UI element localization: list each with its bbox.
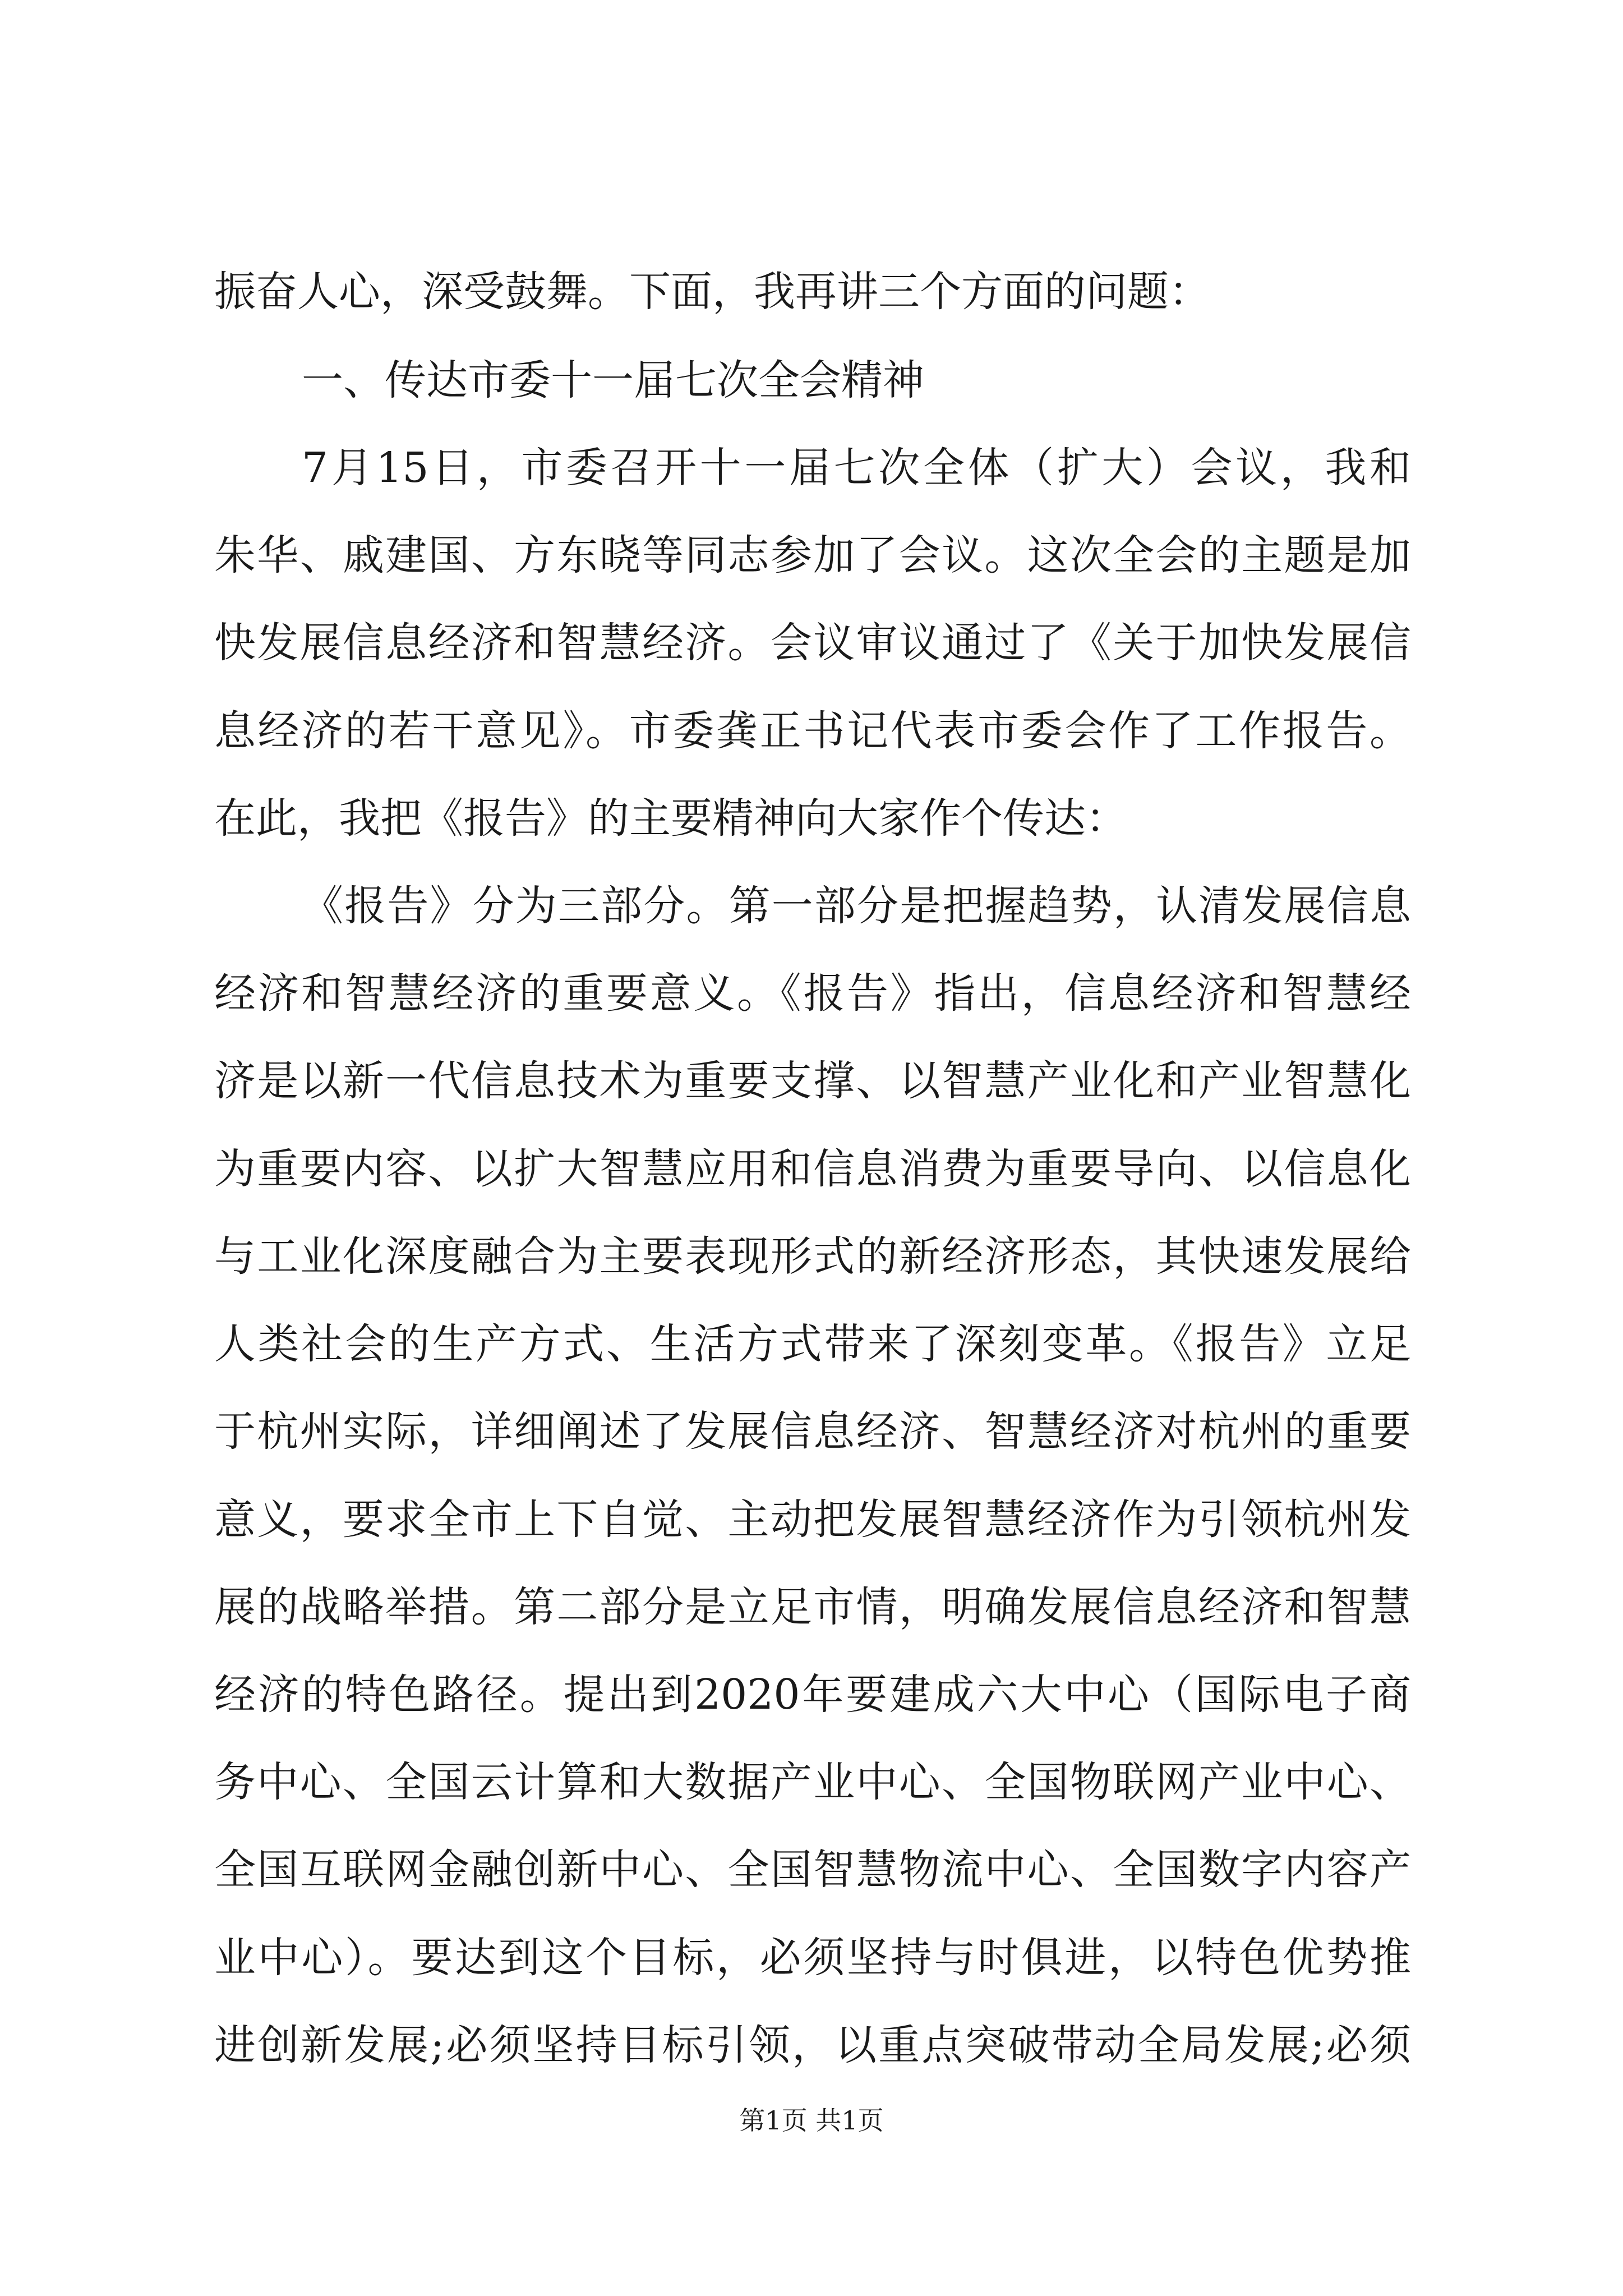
section-heading: 一、传达市委十一届七次全会精神 — [302, 356, 924, 404]
body-text-line: 济是以新一代信息技术为重要支撑、以智慧产业化和产业智慧化 — [214, 1057, 1411, 1105]
body-text-line: 进创新发展;必须坚持目标引领，以重点突破带动全局发展;必须 — [214, 2021, 1411, 2069]
body-text-line: 为重要内容、以扩大智慧应用和信息消费为重要导向、以信息化 — [214, 1145, 1411, 1193]
body-text-line: 在此，我把《报告》的主要精神向大家作个传达： — [214, 794, 1127, 843]
body-text-line: 7月15日，市委召开十一届七次全体（扩大）会议，我和 — [302, 444, 1411, 492]
body-text-line: 与工业化深度融合为主要表现形式的新经济形态，其快速发展给 — [214, 1232, 1411, 1281]
body-text-line: 振奋人心，深受鼓舞。下面，我再讲三个方面的问题： — [214, 268, 1210, 316]
body-text-line: 展的战略举措。第二部分是立足市情，明确发展信息经济和智慧 — [214, 1583, 1411, 1631]
body-text-line: 业中心）。要达到这个目标，必须坚持与时俱进，以特色优势推 — [214, 1934, 1411, 1982]
body-text-line: 于杭州实际，详细阐述了发展信息经济、智慧经济对杭州的重要 — [214, 1407, 1411, 1456]
body-text-line: 全国互联网金融创新中心、全国智慧物流中心、全国数字内容产 — [214, 1846, 1411, 1894]
body-text-line: 息经济的若干意见》。市委龚正书记代表市委会作了工作报告。 — [214, 707, 1411, 755]
page-number-footer: 第1页 共1页 — [739, 2105, 884, 2136]
body-text-line: 经济的特色路径。提出到2020年要建成六大中心（国际电子商 — [214, 1671, 1411, 1719]
body-text-line: 朱华、戚建国、方东晓等同志参加了会议。这次全会的主题是加 — [214, 531, 1411, 579]
body-text-line: 《报告》分为三部分。第一部分是把握趋势，认清发展信息 — [302, 882, 1411, 930]
body-text-line: 人类社会的生产方式、生活方式带来了深刻变革。《报告》立足 — [214, 1320, 1411, 1368]
body-text-line: 务中心、全国云计算和大数据产业中心、全国物联网产业中心、 — [214, 1758, 1411, 1806]
body-text-line: 快发展信息经济和智慧经济。会议审议通过了《关于加快发展信 — [214, 619, 1411, 667]
body-text-line: 经济和智慧经济的重要意义。《报告》指出，信息经济和智慧经 — [214, 969, 1411, 1018]
body-text-line: 意义，要求全市上下自觉、主动把发展智慧经济作为引领杭州发 — [214, 1496, 1411, 1544]
